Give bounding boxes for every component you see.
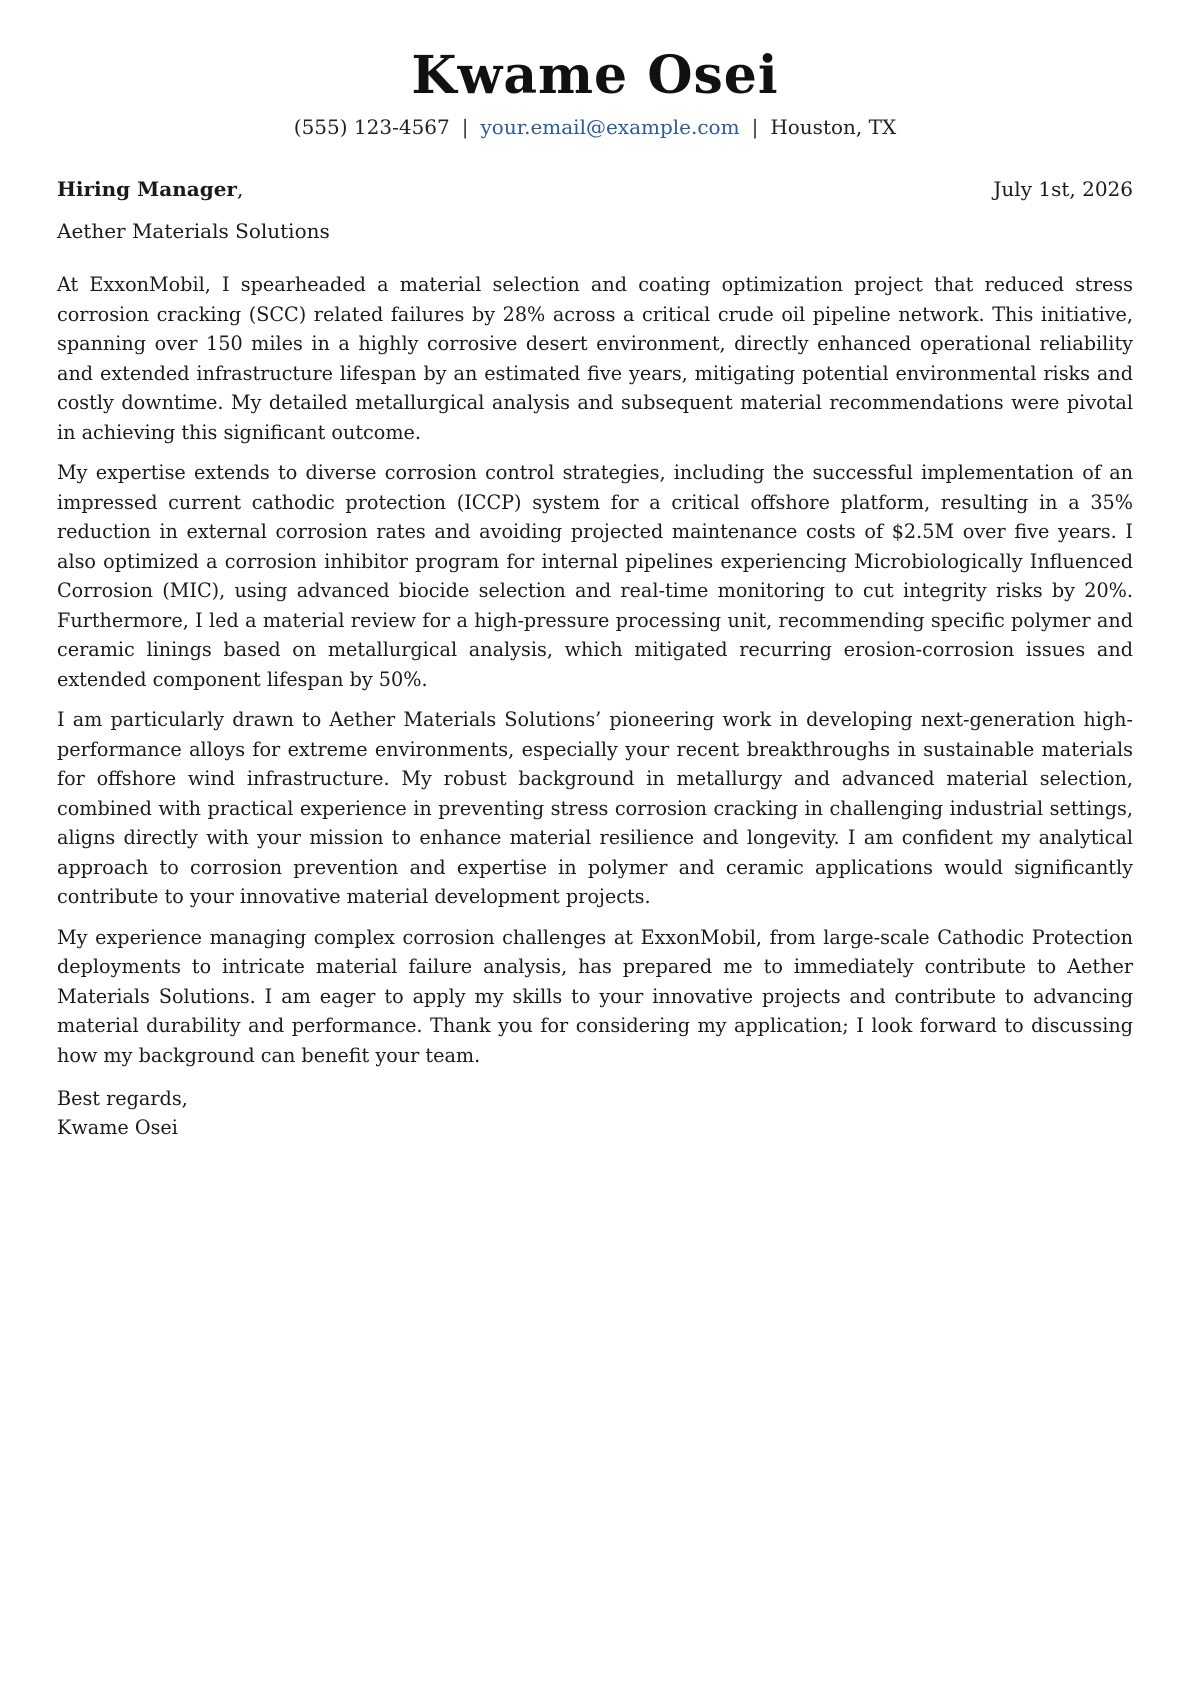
phone-number: (555) 123-4567 xyxy=(293,115,450,139)
applicant-name: Kwame Osei xyxy=(411,45,779,106)
contact-line xyxy=(57,114,1133,140)
letter-closing xyxy=(57,1084,1133,1142)
email-link[interactable]: your.email@example.com xyxy=(480,115,740,139)
closing-signature: Kwame Osei xyxy=(57,1116,178,1139)
contact-separator: | xyxy=(751,115,759,139)
closing-salutation: Best regards, xyxy=(57,1087,188,1110)
recipient-name: Hiring Manager xyxy=(57,177,237,201)
recipient-date-row xyxy=(57,176,1133,202)
location: Houston, TX xyxy=(770,115,897,139)
body-paragraph: I am particularly drawn to Aether Materials Solutions’ pioneering work in developing next-generation high-performance alloys for extreme environments, especially your recent breakthroughs in sustainable materials for offshore wind infrastructure. My robust background in metallurgy and advanced material selection, combined with practical experience in preventing stress corrosion cracking in challenging industrial settings, aligns directly with your mission to enhance material resilience and longevity. I am confident my analytical approach to corrosion prevention and expertise in polymer and ceramic applications would significantly contribute to your innovative material development projects. xyxy=(57,708,1133,908)
contact-separator: | xyxy=(461,115,469,139)
body-paragraph: At ExxonMobil, I spearheaded a material selection and coating optimization project that reduced stress corrosion cracking (SCC) related failures by 28% across a critical crude oil pipeline network. This initiative, spanning over 150 miles in a highly corrosive desert environment, directly enhanced operational reliability and extended infrastructure lifespan by an estimated five years, mitigating potential environmental risks and costly downtime. My detailed metallurgical analysis and subsequent material recommendations were pivotal in achieving this significant outcome. xyxy=(57,273,1133,444)
recipient-line xyxy=(57,176,243,202)
recipient-name-suffix: , xyxy=(236,177,244,201)
letter-header xyxy=(57,0,1133,140)
body-paragraph: My expertise extends to diverse corrosion control strategies, including the successful implementation of an impressed current cathodic protection (ICCP) system for a critical offshore platform, resulting in a 35% reduction in external corrosion rates and avoiding projected maintenance costs of $2.5M over five years. I also optimized a corrosion inhibitor program for internal pipelines experiencing Microbiologically Influenced Corrosion (MIC), using advanced biocide selection and real-time monitoring to cut integrity risks by 20%. Furthermore, I led a material review for a high-pressure processing unit, recommending specific polymer and ceramic linings based on metallurgical analysis, which mitigated recurring erosion-corrosion issues and extended component lifespan by 50%. xyxy=(57,461,1133,691)
recipient-company: Aether Materials Solutions xyxy=(57,219,330,243)
letter-body xyxy=(57,270,1133,1070)
letter-date: July 1st, 2026 xyxy=(993,177,1133,201)
body-paragraph: My experience managing complex corrosion challenges at ExxonMobil, from large-scale Cathodic Protection deployments to intricate material failure analysis, has prepared me to immediately contribute to Aether Materials Solutions. I am eager to apply my skills to your innovative projects and contribute to advancing material durability and performance. Thank you for considering my application; I look forward to discussing how my background can benefit your team. xyxy=(57,925,1133,1067)
